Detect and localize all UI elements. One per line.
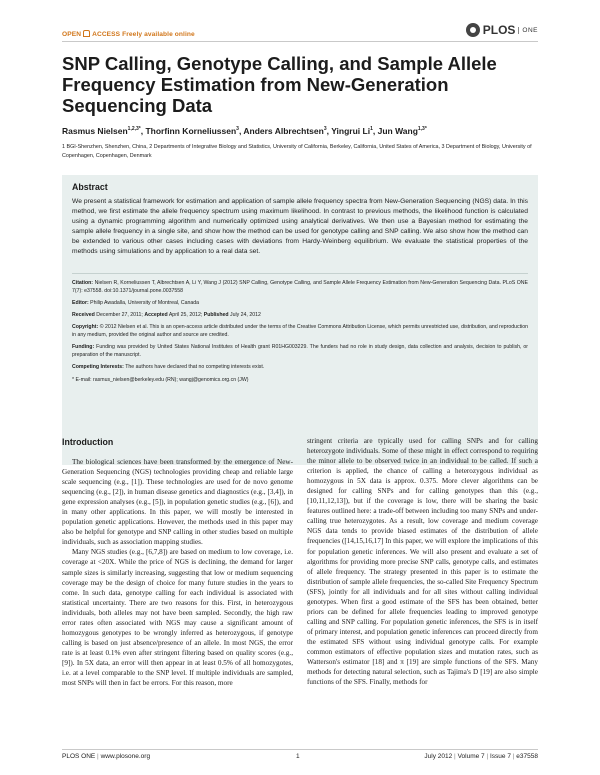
- accepted-date: April 25, 2012;: [168, 312, 203, 318]
- author-name: Thorfinn Korneliussen: [145, 126, 237, 136]
- author-name: Yingrui Li: [331, 126, 371, 136]
- author-affiliation-marker: 1,3*: [417, 126, 427, 133]
- funding-text: Funding was provided by United States National Institutes of Health grant R01HG003229. The funders had no role in study design, data collection and analysis, decision to publish, or preparation of the manuscript.: [72, 344, 528, 358]
- footer-divider: [62, 749, 538, 750]
- copyright-label: Copyright:: [72, 324, 99, 330]
- funding: [72, 343, 528, 359]
- affiliations: 1 BGI-Shenzhen, Shenzhen, China, 2 Departments of Integrative Biology and Statistics, University of California, Berkeley, California, United States of America, 3 Department of Biology, University of Copenhagen, Copenhagen, Denmark: [62, 144, 532, 159]
- open-label: OPEN: [62, 31, 82, 38]
- open-access-banner: [62, 30, 195, 38]
- left-column: [62, 457, 293, 688]
- open-access-lock-icon: [83, 30, 90, 37]
- accepted-label: Accepted: [144, 312, 168, 318]
- citation-text: Nielsen R, Korneliussen T, Albrechtsen A, Li Y, Wang J (2012) SNP Calling, Genotype Calling, and Sample Allele Frequency Estimation from New-Generation Sequencing Data. PLoS ONE 7(7): e37558. doi:10.1371/journal.pone.0037558: [72, 280, 528, 294]
- author-name: Anders Albrechtsen: [243, 126, 324, 136]
- received-label: Received: [72, 312, 95, 318]
- introduction-heading: Introduction: [62, 437, 114, 447]
- dates: [72, 311, 528, 319]
- article-title: SNP Calling, Genotype Calling, and Sample Allele Frequency Estimation from New-Generation Sequencing Data: [62, 53, 497, 116]
- received-date: December 27, 2011;: [96, 312, 143, 318]
- correspondence-email: * E-mail: rasmus_nielsen@berkeley.edu (RN); wangj@genomics.org.cn (JW): [72, 377, 249, 383]
- paragraph: The biological sciences have been transformed by the emergence of New-Generation Sequencing (NGS) technologies providing cheap and reliable large scale sequencing (e.g., [1]). These technologies are used for de novo genome sequencing (e.g., [2]), in human disease genetics and diagnostics (e.g., [3,4]), in gene expression analyses (e.g., [5]), in population genetic studies (e.g., [6]), and in many other applications. In this paper, we will mostly be interested in population genetic applications. However, the methods used in this paper may also be helpful for genotype and SNP calling in other studies based on multiple individuals, such as association mapping studies.: [62, 458, 293, 547]
- footer-issue: Issue 7: [490, 753, 511, 760]
- abstract-divider: [72, 273, 528, 274]
- right-column: [307, 436, 538, 687]
- header-divider: [62, 41, 538, 42]
- page-number: 1: [296, 753, 300, 760]
- competing-text: The authors have declared that no competing interests exist.: [125, 364, 265, 370]
- author-list: Rasmus Nielsen$^{1,2,3*}$, Thorfinn Korneliussen$^3$, Anders Albrechtsen$^3$, Yingrui Li$^1$, Jun Wang$^{1,3*}$: [62, 126, 427, 136]
- footer-journal: PLOS ONE | www.plosone.org: [62, 753, 151, 760]
- footer-article-id: e37558: [516, 753, 538, 760]
- editor-label: Editor:: [72, 300, 89, 306]
- funding-label: Funding:: [72, 344, 95, 350]
- editor: [72, 299, 528, 307]
- paragraph: stringent criteria are typically used for calling SNPs and for calling heterozygote individuals. Some of these might in effect correspond to requiring the minor allele to be observed twice in an individual to be called. If such a criterion is applied, the chance of calling a heterozygous individual as homozygous in 5X data is approx. 0.375. More clever algorithms can be designed for calling SNPs and for calling genotypes than this (e.g., [10,11,12,13]), but if the coverage is low, there will be sharing the basic features outlined here: a trade-off between including too many SNPs and under-calling true heterozygotes. As a result, low coverage and medium coverage NGS data tends to provide biased estimates of the distribution of allele frequencies ([14,15,16,17] In this paper, we will explore the implications of this for population genetic inferences. We will also present and evaluate a set of algorithms for providing more precise SNP calls, genotype calls, and estimates of allele frequency. The strategy presented in this paper is to estimate the distribution of sample allele frequencies, the so-called Site Frequency Spectrum (SFS), jointly for all individuals and for all sites without calling individual genotypes. When first a good estimate of the SFS has been obtained, better priors can be defined for allele frequencies leading to improved genotype calling and SNP calling. For population genetic inferences, the SFS is in itself of primary interest, and population genetic inferences can proceed directly from the estimated SFS without using individual genotype calls. For example common estimators of effective population sizes and mutation rates, such as Watterson's estimator [18] and π [19] are simple functions of the SFS. Many methods for detecting natural selection, such as Tajima's D [19] are also simple functions of the SFS. Finally, methods for: [307, 437, 538, 687]
- access-label: ACCESS: [92, 31, 121, 38]
- footer-date: July 2012: [424, 753, 453, 760]
- plos-logo-icon: [466, 23, 480, 37]
- published-date: July 24, 2012: [230, 312, 261, 318]
- author-affiliation-marker: 1: [370, 126, 373, 133]
- footer-journal-name: PLOS ONE: [62, 753, 96, 760]
- editor-text: Philip Awadalla, University of Montreal, Canada: [90, 300, 200, 306]
- footer-url[interactable]: www.plosone.org: [100, 753, 151, 760]
- freely-available-label: Freely available online: [122, 31, 195, 38]
- competing-interests: [72, 363, 528, 371]
- author-affiliation-marker: 3: [323, 126, 327, 133]
- abstract-heading: Abstract: [72, 182, 108, 192]
- citation: [72, 279, 528, 295]
- logo-word: PLOS: [482, 23, 516, 37]
- copyright: [72, 323, 528, 339]
- author-name: Rasmus Nielsen: [62, 126, 128, 136]
- competing-label: Competing Interests:: [72, 364, 124, 370]
- published-label: Published: [203, 312, 229, 318]
- copyright-text: © 2012 Nielsen et al. This is an open-access article distributed under the terms of the Creative Commons Attribution License, which permits unrestricted use, distribution, and reproduction in any medium, provided the original author and source are credited.: [72, 324, 528, 338]
- paragraph: Many NGS studies (e.g., [6,7,8]) are based on medium to low coverage, i.e. coverage at <20X. While the price of NGS is declining, the demand for larger sample sizes is similarly increasing, suggesting that low or medium sequencing coverage may be the design of choice for many future studies in the years to come. In such data, genotype calling for each individual is associated with statistical uncertainty. There are two reasons for this. First, in heterozygous individuals, both alleles may not have been sampled. Secondly, the high raw error rates often associated with NGS may cause a significant amount of homozygous genotypes to be wrongly inferred as heterozygous, if genotype calling is based on just absence/presence of an allele. In most NGS, the error rate is at least 0.1% even after stringent filtering based on quality scores (e.g., [9]). In 5X data, an error will then appear in at least 0.5% of all homozygotes, i.e. at a level comparable to the SNP level. If multiple individuals are sampled, most SNPs will then in fact be errors. For this reason, more: [62, 548, 293, 688]
- logo-suffix: ONE: [518, 27, 538, 34]
- author-affiliation-marker: 1,2,3*: [127, 126, 141, 133]
- journal-logo: [466, 23, 538, 37]
- author-name: Jun Wang: [377, 126, 418, 136]
- author-affiliation-marker: 3: [236, 126, 239, 133]
- footer-volume: Volume 7: [457, 753, 485, 760]
- footer-issue-info: July 2012 | Volume 7 | Issue 7 | e37558: [424, 753, 538, 760]
- abstract-text: We present a statistical framework for estimation and application of sample allele frequency spectra from New-Generation Sequencing (NGS) data. In this method, we first estimate the allele frequency spectrum using maximum likelihood. In contrast to previous methods, the likelihood function is calculated using a dynamic programming algorithm and numerically optimized using analytical derivatives. We then use a Bayesian method for estimating the sample allele frequency in a single site, and show how the method can be used for genotype calling and SNP calling. We also show how the method can be extended to various other cases including cases with deviations from Hardy-Weinberg equilibrium. We evaluate the statistical properties of the methods using simulations and by application to a real data set.: [72, 198, 528, 255]
- citation-label: Citation:: [72, 280, 94, 286]
